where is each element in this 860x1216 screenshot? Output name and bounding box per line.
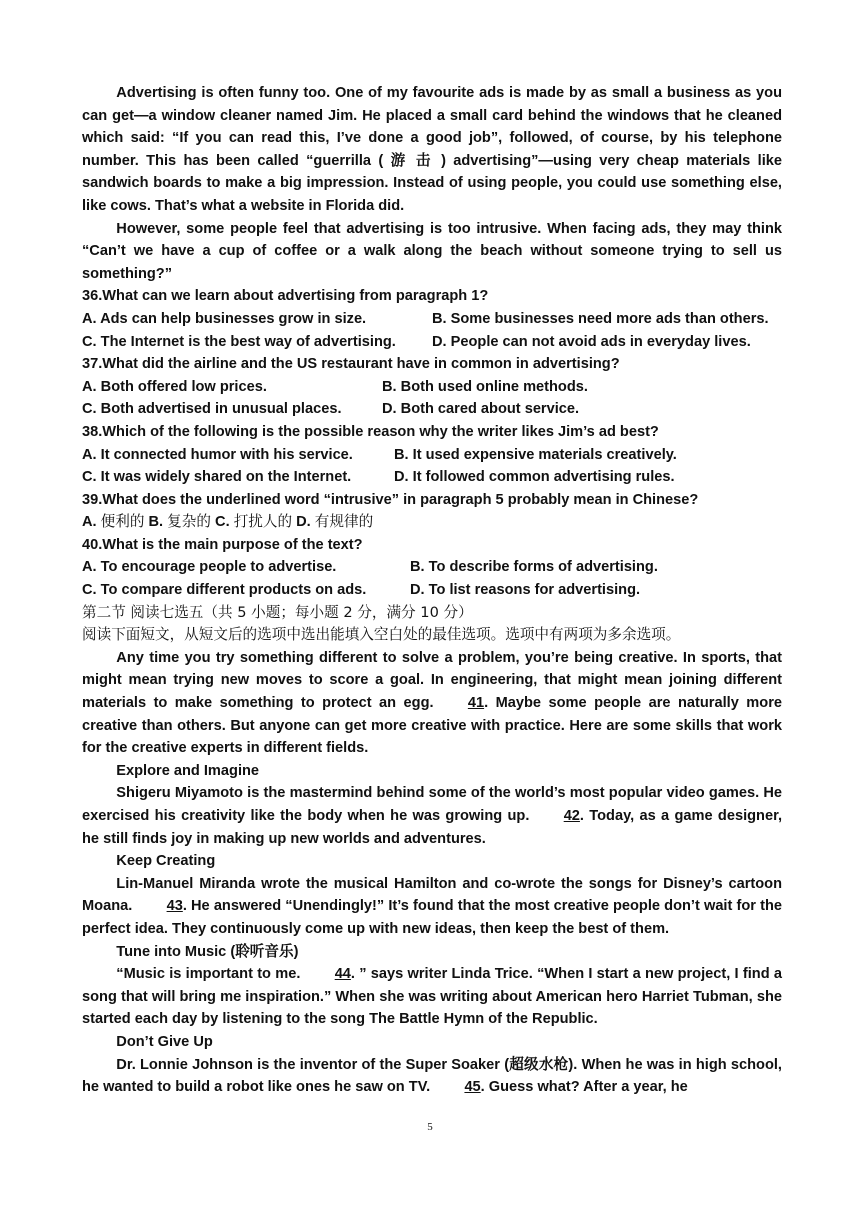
s2-p3-text-b: . He answered “Unendingly!” It’s found that the most creative people don’t wait for the perfect idea. They continuously come up with new ideas, then keep the best of them.: [82, 898, 782, 937]
option-37c: C. Both advertised in unusual places.: [82, 401, 342, 418]
option-40b: B. To describe forms of advertising.: [410, 559, 658, 576]
option-40d: D. To list reasons for advertising.: [410, 582, 641, 599]
option-36b: B. Some businesses need more ads than others.: [432, 310, 769, 327]
option-38d: D. It followed common advertising rules.: [394, 469, 675, 486]
s2-paragraph-2: [82, 782, 782, 850]
question-37-options-row1: [82, 376, 782, 399]
option-40c: C. To compare different products on ads.: [82, 582, 367, 599]
section-2-instruction: 阅读下面短文，从短文后的选项中选出能填入空白处的最佳选项。选项中有两项为多余选项。: [82, 626, 681, 644]
question-39-options: [82, 511, 782, 534]
option-40a: A. To encourage people to advertise.: [82, 559, 337, 576]
s2-p5-text-b: . Guess what? After a year, he: [480, 1079, 688, 1096]
question-40-options-row1: [82, 556, 782, 579]
question-36-options-row2: [82, 331, 782, 354]
subheading-explore: Explore and Imagine: [116, 762, 260, 779]
s2-p1-text-b: . Maybe some people are naturally more creative than others. But anyone can get more creative with practice. Here are some skills that work for the creative experts in different fields.: [82, 695, 782, 757]
question-40-stem: 40.What is the main purpose of the text?: [82, 536, 363, 553]
page-number: 5: [427, 1121, 433, 1133]
s2-p4-text-a: “Music is important to me.: [116, 966, 301, 983]
s2-p2-text-a: Shigeru Miyamoto is the mastermind behind some of the world’s most popular video games. He exercised his creativity like the body when he was growing up.: [82, 785, 782, 824]
option-39c-letter: C.: [215, 514, 230, 531]
question-37-stem: 37.What did the airline and the US restaurant have in common in advertising?: [82, 356, 620, 373]
option-38c: C. It was widely shared on the Internet.: [82, 469, 352, 486]
question-39-stem: 39.What does the underlined word “intrusive” in paragraph 5 probably mean in Chinese?: [82, 491, 699, 508]
blank-41: 41: [467, 695, 485, 712]
page-content: [82, 82, 782, 1099]
s2-p5-text-a: Dr. Lonnie Johnson is the inventor of the Super Soaker (超级水枪). When he was in high school, he wanted to build a robot like ones he saw on TV.: [82, 1056, 782, 1096]
question-40-options-row2: [82, 579, 782, 602]
question-38-stem: 38.Which of the following is the possible reason why the writer likes Jim’s ad best?: [82, 423, 659, 440]
question-36-stem: 36.What can we learn about advertising from paragraph 1?: [82, 288, 489, 305]
subheading-keep-creating: Keep Creating: [116, 853, 216, 870]
option-37b: B. Both used online methods.: [382, 378, 588, 395]
option-39d-letter: D.: [296, 514, 311, 531]
question-36-options-row1: [82, 308, 782, 331]
s2-p4-text-b: . ” says writer Linda Trice. “When I start a new project, I find a song that will bring me inspiration.” When she was writing about American hero Harriet Tubman, she started each day by listening to the song The Battle Hymn of the Republic.: [82, 966, 782, 1028]
option-37d: D. Both cared about service.: [382, 401, 580, 418]
option-39d-text: 有规律的: [314, 514, 374, 531]
option-37a: A. Both offered low prices.: [82, 378, 267, 395]
s2-paragraph-1: [82, 647, 782, 760]
blank-44: 44: [334, 966, 351, 983]
question-38-options-row1: [82, 444, 782, 467]
section-2-heading: 第二节 阅读七选五（共 5 小题；每小题 2 分，满分 10 分）: [82, 603, 473, 621]
question-37-options-row2: [82, 398, 782, 421]
s2-paragraph-5: [82, 1054, 782, 1099]
option-39a-letter: A.: [82, 514, 97, 531]
subheading-dont-give-up: Don’t Give Up: [116, 1033, 213, 1050]
option-36a: A. Ads can help businesses grow in size.: [82, 310, 367, 327]
blank-43: 43: [166, 898, 183, 915]
option-39c-text: 打扰人的: [233, 514, 293, 531]
s2-paragraph-4: [82, 963, 782, 1031]
s2-p3-text-a: Lin-Manuel Miranda wrote the musical Hamilton and co-wrote the songs for Disney’s cartoon Moana.: [82, 875, 782, 915]
option-39b-letter: B.: [148, 514, 164, 531]
option-38a: A. It connected humor with his service.: [82, 446, 353, 463]
subheading-music: Tune into Music (聆听音乐): [116, 943, 299, 960]
s2-p1-text-a: Any time you try something different to solve a problem, you’re being creative. In sports, that might mean trying new moves to score a goal. In engineering, that might mean joining different materials to make something to protect an egg.: [82, 649, 782, 712]
paragraph-4: Advertising is often funny too. One of my favourite ads is made by as small a business as you can get—a window cleaner named Jim. He placed a small card behind the windows that he cleaned which said: “If you can read this, I’ve done a good job”, followed, of course, by his telephone number. This has been called “guerrilla ( 游 击 ) advertising”—using very cheap materials like sandwich boards to make a big impression. Instead of using people, you could use something else, like cows. That’s what a website in Florida did.: [82, 85, 782, 214]
blank-45: 45: [464, 1079, 481, 1096]
paragraph-5: However, some people feel that advertising is too intrusive. When facing ads, they may think “Can’t we have a cup of coffee or a walk along the beach without someone trying to sell us something?”: [82, 220, 782, 282]
option-39a-text: 便利的: [100, 514, 145, 531]
s2-paragraph-3: [82, 873, 782, 941]
option-38b: B. It used expensive materials creatively.: [394, 446, 677, 463]
question-38-options-row2: [82, 466, 782, 489]
blank-42: 42: [563, 808, 580, 824]
option-36d: D. People can not avoid ads in everyday lives.: [432, 333, 751, 350]
s2-p2-text-b: . Today, as a game designer, he still finds joy in making up new worlds and adventures.: [82, 808, 782, 847]
option-39b-text: 复杂的: [167, 514, 211, 531]
option-36c: C. The Internet is the best way of advertising.: [82, 333, 396, 350]
